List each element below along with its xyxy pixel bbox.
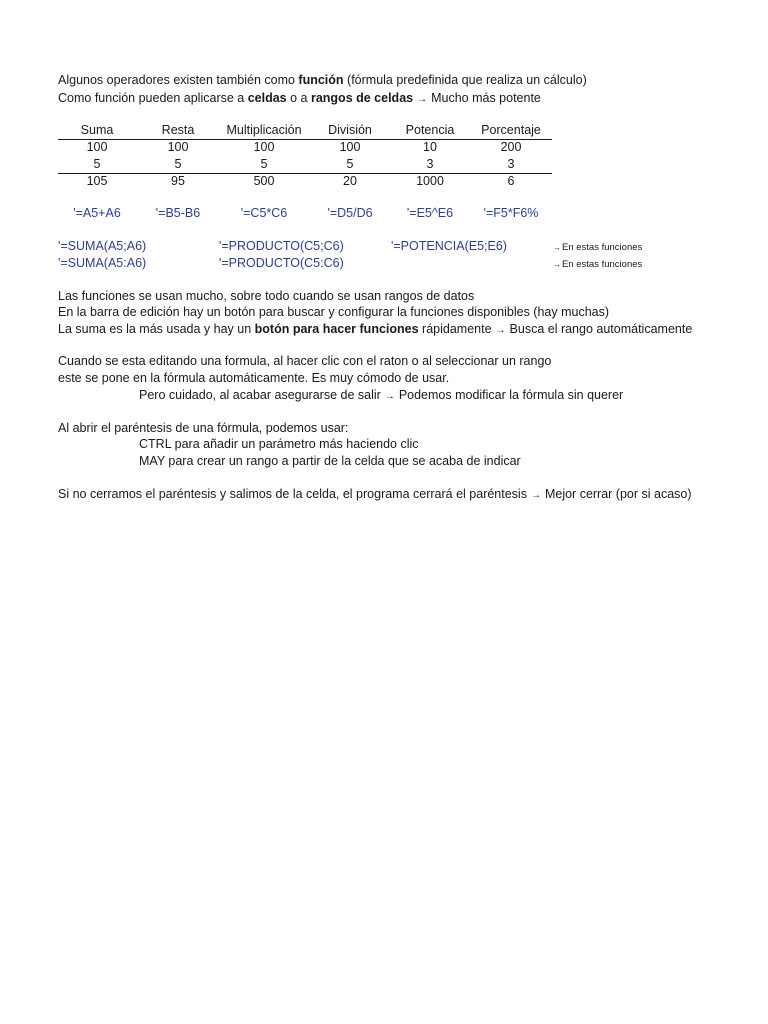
result-cell: 95: [171, 174, 185, 188]
note-text: En estas funciones: [562, 242, 643, 253]
formula-cell: '=A5+A6: [73, 206, 121, 220]
table-cell: 100: [339, 140, 361, 154]
result-cell: 105: [86, 174, 108, 188]
note-text: En estas funciones: [562, 259, 643, 270]
header-division: División: [328, 123, 372, 137]
para4-line-1: [58, 486, 692, 504]
para1-line-1: Las funciones se usan mucho, sobre todo cuando se usan rangos de datos: [58, 289, 475, 303]
arrow-icon: →: [530, 490, 541, 501]
para-text: Busca el rango automáticamente: [509, 322, 693, 336]
table-cell: 200: [500, 140, 522, 154]
table-cell: 5: [174, 157, 182, 171]
formula-cell: '=B5-B6: [155, 206, 201, 220]
intro-text: Mucho más potente: [431, 91, 541, 105]
para-text: Pero cuidado, al acabar asegurarse de salir: [139, 388, 381, 402]
function-potencia: '=POTENCIA(E5;E6): [391, 239, 507, 253]
intro-text: (fórmula predefinida que realiza un cálculo): [343, 73, 587, 87]
para3-line-1: Al abrir el paréntesis de una fórmula, podemos usar:: [58, 421, 349, 435]
intro-bold-celdas: celdas: [247, 91, 287, 105]
result-cell: 6: [507, 174, 515, 188]
para3-line-2: CTRL para añadir un parámetro más haciendo clic: [139, 437, 419, 451]
intro-text: o a: [286, 91, 311, 105]
table-cell: 100: [167, 140, 189, 154]
para-text: Podemos modificar la fórmula sin querer: [398, 388, 624, 402]
formula-cell: '=E5^E6: [406, 206, 454, 220]
para-text: rápidamente: [418, 322, 492, 336]
header-suma: Suma: [80, 123, 114, 137]
table-cell: 5: [346, 157, 354, 171]
table-cell: 5: [93, 157, 101, 171]
para3-line-3: MAY para crear un rango a partir de la celda que se acaba de indicar: [139, 454, 521, 468]
para-text: Si no cerramos el paréntesis y salimos de la celda, el programa cerrará el paréntesis: [58, 487, 527, 501]
table-cell: 5: [260, 157, 268, 171]
result-cell: 20: [343, 174, 357, 188]
function-producto-1: '=PRODUCTO(C5;C6): [219, 239, 344, 253]
function-producto-2: '=PRODUCTO(C5:C6): [219, 256, 344, 270]
formula-cell: '=C5*C6: [240, 206, 288, 220]
para1-line-2: En la barra de edición hay un botón para buscar y configurar la funciones disponibles (hay muchas): [58, 305, 610, 319]
header-porcentaje: Porcentaje: [481, 123, 541, 137]
arrow-icon: →: [495, 325, 506, 336]
table-cell: 3: [426, 157, 434, 171]
header-potencia: Potencia: [405, 123, 455, 137]
arrow-icon: →: [384, 391, 395, 402]
formula-cell: '=D5/D6: [327, 206, 373, 220]
para2-line-2: este se pone en la fórmula automáticamente. Es muy cómodo de usar.: [58, 371, 450, 385]
function-note-2: [553, 258, 642, 272]
intro-line-1: [58, 72, 587, 88]
para-bold-boton: botón para hacer funciones: [254, 322, 419, 336]
header-multiplicacion: Multiplicación: [226, 123, 302, 137]
function-suma-2: '=SUMA(A5:A6): [58, 256, 147, 270]
table-cell: 100: [253, 140, 275, 154]
para2-line-3: [139, 387, 623, 405]
arrow-icon: →: [553, 260, 561, 269]
result-cell: 1000: [416, 174, 444, 188]
arrow-icon: →: [417, 94, 428, 105]
intro-bold-funcion: función: [298, 73, 344, 87]
table-cell: 3: [507, 157, 515, 171]
result-cell: 500: [253, 174, 275, 188]
intro-bold-rangos: rangos de celdas: [310, 91, 414, 105]
intro-text: Como función pueden aplicarse a: [58, 91, 248, 105]
para-text: Mejor cerrar (por si acaso): [544, 487, 692, 501]
function-note-1: [553, 241, 642, 255]
table-cell: 100: [86, 140, 108, 154]
table-cell: 10: [423, 140, 437, 154]
intro-text: Algunos operadores existen también como: [58, 73, 299, 87]
para2-line-1: Cuando se esta editando una formula, al hacer clic con el raton o al seleccionar un rango: [58, 354, 552, 368]
para1-line-3: [58, 321, 692, 339]
function-suma-1: '=SUMA(A5;A6): [58, 239, 147, 253]
para-text: La suma es la más usada y hay un: [58, 322, 255, 336]
header-resta: Resta: [161, 123, 195, 137]
formula-cell: '=F5*F6%: [483, 206, 539, 220]
intro-line-2: [58, 90, 541, 108]
arrow-icon: →: [553, 243, 561, 252]
